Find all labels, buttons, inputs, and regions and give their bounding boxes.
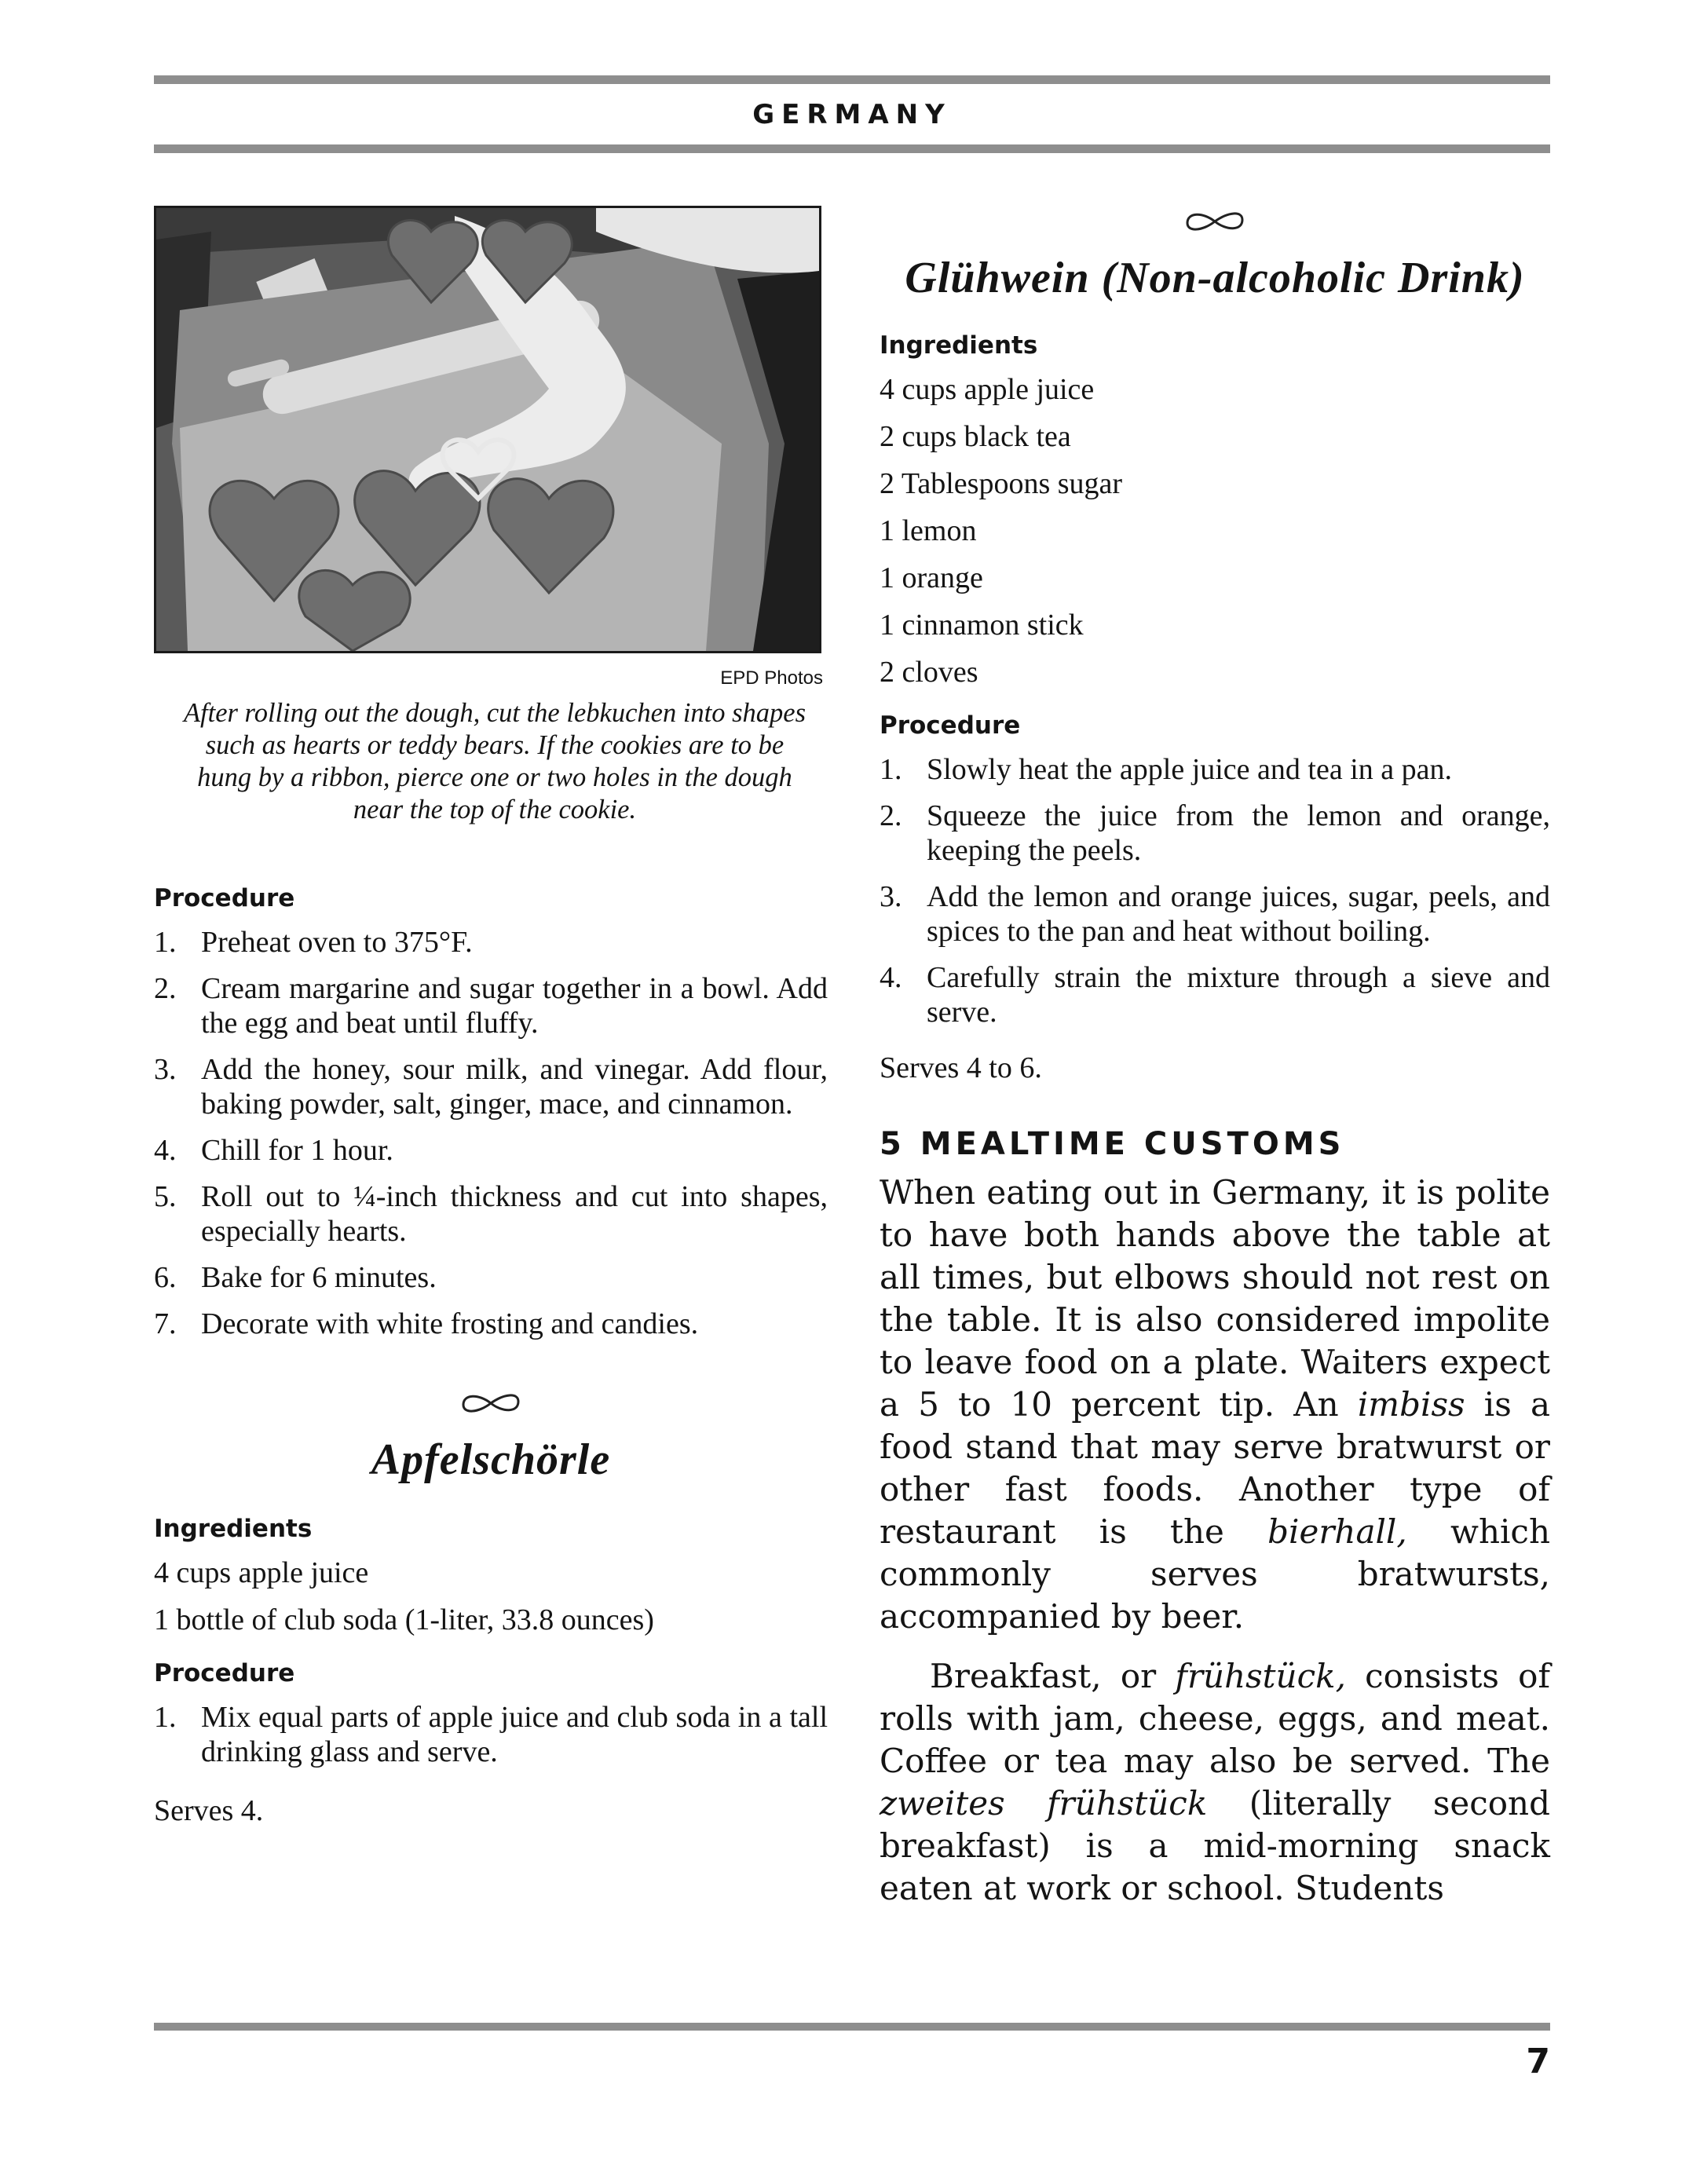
list-item: 6. Bake for 6 minutes. (154, 1261, 437, 1294)
list-item: 4 cups apple juice (880, 373, 1095, 406)
ornament-flourish-icon (880, 206, 1550, 253)
customs-paragraph-2: Breakfast, or frühstück, consists of rolls with jam, cheese, eggs, and meat. Coffee or tea may also be served. The zweites frühstück (literally second breakfast) is a mid-morning snack eaten at work or school. Students (880, 1657, 1550, 1907)
list-item: 1 cinnamon stick (880, 609, 1084, 642)
list-item: 7. Decorate with white frosting and candies. (154, 1307, 699, 1340)
list-item: 2 Tablespoons sugar (880, 467, 1123, 500)
right-column (880, 206, 1550, 1910)
list-item: 2 cups black tea (880, 420, 1071, 453)
list-item: 4. Chill for 1 hour. (154, 1134, 393, 1167)
customs-paragraph-1: When eating out in Germany, it is polite to have both hands above the table at all times, but elbows should not rest on the table. It is also considered impolite to leave food on a plate. Waiters expect a 5 to 10 percent tip. An imbiss is a food stand that may serve bratwurst or other fast foods. Another type of restaurant is the bierhall, which commonly serves bratwursts, accompanied by beer. (880, 1173, 1551, 1636)
list-item: 2. Squeeze the juice from the lemon and orange, keeping the peels. (880, 799, 1550, 867)
mealtime-customs-heading: 5 MEALTIME CUSTOMS (880, 1126, 1345, 1162)
gluhwein-title: Glühwein (Non-alcoholic Drink) (905, 254, 1525, 302)
list-item: 4 cups apple juice (154, 1556, 369, 1589)
ornament-flourish-icon (154, 1387, 828, 1435)
gluhwein-serves: Serves 4 to 6. (880, 1051, 1042, 1084)
cookie-cutting-photo-illustration (156, 208, 819, 651)
apfelschorle-ingredients-heading: Ingredients (154, 1515, 313, 1543)
list-item: 3. Add the honey, sour milk, and vinegar. Add flour, baking powder, salt, ginger, mace, and cinnamon. (154, 1053, 828, 1121)
gluhwein-procedure-list (880, 752, 1550, 1029)
list-item: 1 orange (880, 561, 983, 594)
list-item: 1. Mix equal parts of apple juice and club soda in a tall drinking glass and serve. (154, 1701, 828, 1768)
page-number: 7 (1526, 2042, 1550, 2082)
list-item: 1 lemon (880, 514, 977, 547)
apfelschorle-procedure-heading: Procedure (154, 1659, 295, 1687)
lebkuchen-photo (154, 206, 821, 653)
list-item: 3. Add the lemon and orange juices, sugar, peels, and spices to the pan and heat without boiling. (880, 880, 1550, 948)
gluhwein-ingredients-heading: Ingredients (880, 331, 1038, 360)
apfelschorle-title: Apfelschörle (371, 1435, 611, 1484)
photo-caption: After rolling out the dough, cut the lebkuchen into shapes such as hearts or teddy bears. If the cookies are to be hung by a ribbon, pierce one or two holes in the dough near the top of the cookie. (183, 698, 806, 824)
list-item: 2 cloves (880, 656, 978, 689)
gluhwein-procedure-heading: Procedure (880, 711, 1021, 740)
list-item: 1. Slowly heat the apple juice and tea in a pan. (880, 753, 1452, 786)
list-item: 1. Preheat oven to 375°F. (154, 926, 473, 959)
list-item: 4. Carefully strain the mixture through a sieve and serve. (880, 961, 1550, 1029)
header-rule-bottom (154, 144, 1550, 153)
header-rule-top (154, 75, 1550, 84)
apfelschorle-procedure-list (154, 1700, 828, 1769)
list-item: 2. Cream margarine and sugar together in a bowl. Add the egg and beat until fluffy. (154, 972, 828, 1040)
chapter-title: GERMANY (752, 99, 952, 130)
lebkuchen-procedure-heading: Procedure (154, 884, 295, 912)
photo-credit: EPD Photos (720, 667, 823, 689)
footer-rule (154, 2023, 1550, 2031)
left-column (154, 206, 828, 1834)
apfelschorle-serves: Serves 4. (154, 1794, 264, 1827)
lebkuchen-procedure-list (154, 925, 828, 1341)
list-item: 1 bottle of club soda (1-liter, 33.8 ounces) (154, 1603, 654, 1636)
list-item: 5. Roll out to ¼-inch thickness and cut into shapes, especially hearts. (154, 1180, 828, 1248)
